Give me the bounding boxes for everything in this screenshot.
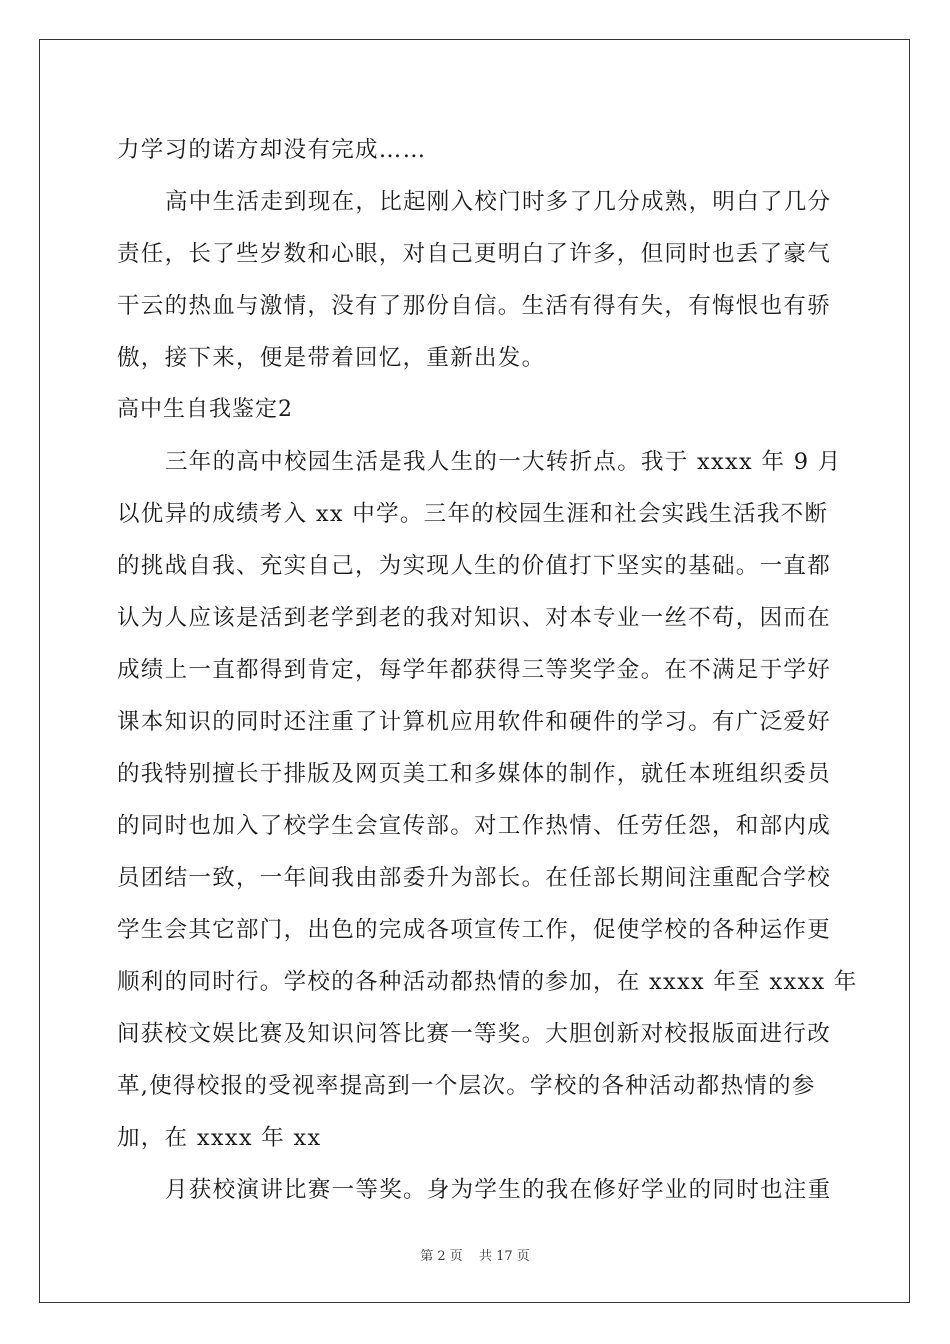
- text-line: 责任，长了些岁数和心眼，对自己更明白了许多，但同时也丢了豪气: [117, 241, 832, 267]
- text-line: 的同时也加入了校学生会宣传部。对工作热情、任劳任怨，和部内成: [117, 813, 832, 839]
- text-line: 三年的高中校园生活是我人生的一大转折点。我于 xxxx 年 9 月: [165, 449, 842, 475]
- text-line: 的我特别擅长于排版及网页美工和多媒体的制作，就任本班组织委员: [117, 761, 832, 787]
- text-line: 干云的热血与激情，没有了那份自信。生活有得有失，有悔恨也有骄: [117, 293, 832, 319]
- page-total: 共 17 页: [478, 1249, 530, 1264]
- page-footer: [0, 1245, 950, 1264]
- text-line: 以优异的成绩考入 xx 中学。三年的校园生涯和社会实践生活我不断: [117, 501, 829, 527]
- text-line: 课本知识的同时还注重了计算机应用软件和硬件的学习。有广泛爱好: [117, 709, 832, 735]
- text-line: 高中生活走到现在，比起刚入校门时多了几分成熟，明白了几分: [165, 189, 832, 215]
- section-heading: 高中生自我鉴定2: [117, 397, 293, 422]
- text-line: 加，在 xxxx 年 xx: [117, 1125, 322, 1151]
- document-body: [117, 124, 858, 1216]
- text-line: 间获校文娱比赛及知识问答比赛一等奖。大胆创新对校报版面进行改: [117, 1021, 832, 1047]
- text-line: 傲，接下来，便是带着回忆，重新出发。: [117, 345, 546, 371]
- text-line: 顺利的同时行。学校的各种活动都热情的参加，在 xxxx 年至 xxxx 年: [117, 969, 858, 995]
- text-line: 的挑战自我、充实自己，为实现人生的价值打下坚实的基础。一直都: [117, 553, 832, 579]
- text-line: 学生会其它部门，出色的完成各项宣传工作，促使学校的各种运作更: [117, 917, 832, 943]
- text-line: 认为人应该是活到老学到老的我对知识、对本专业一丝不苟，因而在: [117, 605, 832, 631]
- text-line: 员团结一致，一年间我由部委升为部长。在任部长期间注重配合学校: [117, 865, 832, 891]
- text-line: 革,使得校报的受视率提高到一个层次。学校的各种活动都热情的参: [117, 1073, 816, 1099]
- page-number: 第 2 页: [420, 1249, 463, 1264]
- text-line: 力学习的诺方却没有完成……: [117, 137, 427, 163]
- text-line: 月获校演讲比赛一等奖。身为学生的我在修好学业的同时也注重: [165, 1177, 832, 1203]
- text-line: 成绩上一直都得到肯定，每学年都获得三等奖学金。在不满足于学好: [117, 657, 832, 683]
